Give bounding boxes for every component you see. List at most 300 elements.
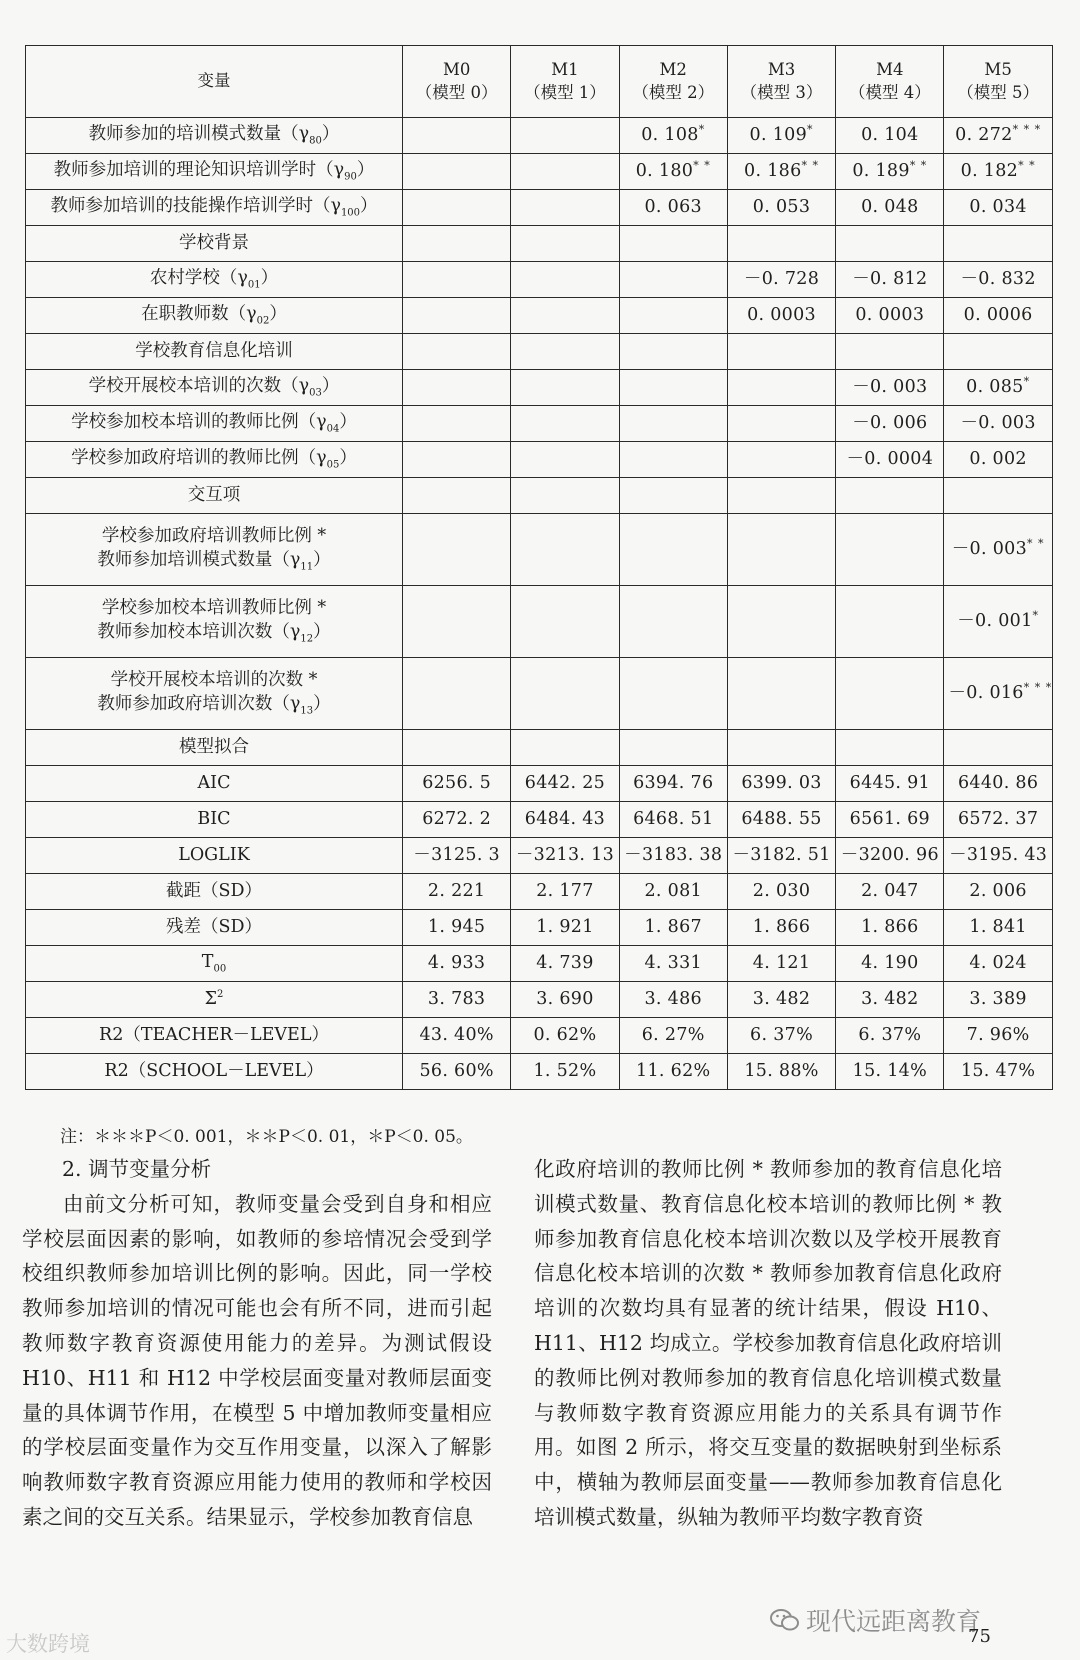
cell-value: 0. 0006 [963,304,1033,325]
cell-value: 0. 048 [861,196,919,217]
significance-stars: * [807,123,814,137]
table-cell [619,730,727,766]
table-cell [619,586,727,658]
row-label: 模型拟合 [26,730,403,766]
table-cell [511,982,619,1018]
table-cell [944,478,1052,514]
row-label-text: T [201,952,214,972]
row-label-text: 教师参加的培训模式数量（ [88,124,299,144]
header-model-m4: M4 （模型 4） [836,46,944,118]
table-cell [619,658,727,730]
table-cell [619,1054,727,1090]
table-cell [511,154,619,190]
row-label-tail: ） [360,196,378,216]
table-row [26,298,1053,334]
row-label-tail: ） [313,549,331,570]
row-label-tail: ） [313,621,331,642]
table-cell [944,190,1052,226]
table-cell [511,802,619,838]
row-label [26,118,403,154]
symbol-subscript: 04 [326,423,340,435]
cell-value: 0. 62% [533,1024,597,1045]
table-cell [403,298,511,334]
table-cell [727,766,835,802]
table-row [26,442,1053,478]
symbol-subscript: 12 [300,633,314,645]
table-row [26,262,1053,298]
table-cell [403,910,511,946]
cell-value: 4. 121 [752,952,811,973]
row-label-tail: ） [321,124,340,144]
table-cell [727,730,835,766]
table-cell [403,226,511,262]
row-label-tail: ） [339,448,357,468]
page-number: 75 [968,1626,991,1647]
body-column-right [534,1152,1002,1535]
significance-stars: * * [1018,159,1036,173]
cell-value: 1. 866 [752,916,811,937]
cell-value: 0. 189 [852,161,910,182]
row-label [26,406,403,442]
cell-value: 0. 0003 [747,304,816,325]
cell-value: －3195. 43 [949,844,1048,865]
cell-value: 3. 389 [969,988,1027,1009]
table-cell [836,334,944,370]
significance-stars: * * * [1012,123,1042,137]
row-label-line2 [30,549,398,574]
table-cell [944,370,1052,406]
table-cell [836,586,944,658]
table-cell [511,442,619,478]
row-label-text: BIC [197,808,231,829]
row-label-text: 学校参加政府培训的教师比例（ [71,448,317,468]
gamma-symbol: γ [298,124,310,144]
symbol-subscript: 13 [300,705,314,717]
cell-value: 4. 024 [969,952,1027,973]
table-row [26,190,1053,226]
table-cell [727,118,835,154]
cell-value: 6. 27% [641,1024,705,1045]
table-cell [403,406,511,442]
table-cell [727,442,835,478]
cell-value: 4. 739 [536,952,594,973]
row-label [26,910,403,946]
table-cell [511,1054,619,1090]
table-cell [511,118,619,154]
cell-value: －0. 016 [948,683,1024,704]
table-row [26,154,1053,190]
table-cell [727,334,835,370]
cell-value: 3. 690 [536,988,594,1009]
table-cell [511,730,619,766]
header-model-m1: M1 （模型 1） [511,46,619,118]
table-cell [944,946,1052,982]
table-cell [619,334,727,370]
cell-value: 3. 783 [427,988,486,1009]
interaction-row [26,586,1053,658]
table-cell [511,910,619,946]
gamma-symbol: γ [330,196,341,216]
fit-row [26,838,1053,874]
table-cell [403,118,511,154]
table-cell [727,946,835,982]
table-cell [619,478,727,514]
table-cell [511,586,619,658]
row-label [26,874,403,910]
cell-value: 2. 006 [969,880,1027,901]
gamma-symbol: γ [316,412,327,432]
cell-value: 1. 945 [427,916,486,937]
row-label [26,370,403,406]
wechat-icon [770,1608,800,1632]
table-cell [836,226,944,262]
header-variable: 变量 [26,46,403,118]
symbol-subscript: 03 [309,387,322,399]
row-label [26,334,403,370]
cell-value: 6394. 76 [633,772,714,793]
body-column-left [22,1152,492,1535]
table-cell [836,190,944,226]
table-cell [836,370,944,406]
cell-value: 6445. 91 [849,772,930,793]
table-cell [619,226,727,262]
interaction-row [26,658,1053,730]
table-cell [727,658,835,730]
table-row [26,118,1053,154]
table-cell [403,658,511,730]
table-cell [619,370,727,406]
table-cell [403,1054,511,1090]
table-cell [619,874,727,910]
section-row [26,334,1053,370]
row-label-line2 [30,693,398,718]
table-cell [403,838,511,874]
symbol-subscript: 05 [326,459,340,471]
cell-value: 0. 272 [955,125,1013,146]
row-label [26,154,403,190]
cell-value: 6. 37% [750,1024,814,1045]
table-cell [836,514,944,586]
table-cell [511,334,619,370]
gamma-symbol: γ [289,693,301,714]
table-cell [944,298,1052,334]
table-cell [619,298,727,334]
table-cell [511,226,619,262]
cell-value: 0. 180 [635,161,694,182]
header-model-m0: M0 （模型 0） [403,46,511,118]
symbol-subscript: 11 [300,561,314,573]
table-cell [944,1054,1052,1090]
row-label-text: 在职教师数（ [141,304,247,324]
row-label [26,658,403,730]
table-cell [511,406,619,442]
row-label [26,226,403,262]
row-label [26,442,403,478]
table-cell [727,478,835,514]
cell-value: 6272. 2 [422,808,492,829]
row-label-text: 学校参加校本培训的教师比例（ [71,412,317,432]
cell-value: －3183. 38 [624,844,723,865]
row-label-text: 交互项 [187,484,241,505]
section-row [26,478,1053,514]
table-cell [944,766,1052,802]
table-cell [727,586,835,658]
cell-value: －0. 003 [960,412,1036,433]
table-cell [944,406,1052,442]
row-label-tail: ） [321,376,340,396]
table-cell [944,226,1052,262]
table-cell [836,478,944,514]
cell-value: 0. 053 [752,196,811,217]
table-cell [403,370,511,406]
row-label-text: R2（SCHOOL－LEVEL） [104,1060,324,1081]
symbol-subscript: 100 [340,207,361,219]
gamma-symbol: γ [237,268,248,288]
label-subscript: 00 [213,963,227,975]
cell-value: 6440. 86 [957,772,1039,793]
table-cell [836,910,944,946]
table-cell [944,154,1052,190]
table-cell [727,802,835,838]
row-label-tail: ） [269,304,287,324]
fit-row [26,1018,1053,1054]
table-cell [403,874,511,910]
gamma-symbol: γ [289,549,301,570]
cell-value: 1. 52% [533,1060,597,1081]
table-cell [944,334,1052,370]
watermark-right-text: 现代远距离教育 [806,1607,982,1636]
cell-value: 15. 88% [744,1060,819,1081]
cell-value: 6488. 55 [741,808,822,829]
body-paragraph: 化政府培训的教师比例 * 教师参加的教育信息化培训模式数量、教育信息化校本培训的教师比例 * 教师参加教育信息化校本培训次数以及学校开展教育信息化校本培训的次数 * 教师参加教育信息化政府培训的次数均具有显著的统计结果，假设 H10、H11、H12 均成立。学校参加教育信息化政府培训的教师比例对教师参加的教育信息化培训模式数量与教师数字教育资源应用能力的关系具有调节作用。如图 2 所示，将交互变量的数据映射到坐标系中，横轴为教师层面变量——教师参加教育信息化培训模式数量，纵轴为教师平均数字教育资 [534,1157,1002,1529]
row-label-line1: 学校参加校本培训教师比例 * [101,598,327,619]
label-superscript: 2 [217,988,224,1000]
fit-row [26,982,1053,1018]
cell-value: －0. 003 [951,539,1028,560]
section-row [26,730,1053,766]
cell-value: 3. 482 [861,988,919,1009]
cell-value: －3213. 13 [515,844,615,865]
gamma-symbol: γ [333,160,345,180]
cell-value: 6256. 5 [422,772,492,793]
cell-value: 11. 62% [636,1060,711,1081]
cell-value: －0. 728 [743,268,820,289]
table-cell [727,298,835,334]
symbol-subscript: 01 [247,279,261,291]
row-label-line1: 学校参加政府培训教师比例 * [101,526,327,547]
table-cell [619,514,727,586]
fit-row [26,910,1053,946]
row-label [26,802,403,838]
cell-value: 0. 109 [749,125,808,146]
row-label [26,946,403,982]
section-heading: 2. 调节变量分析 [62,1157,212,1181]
table-header-row [26,46,1053,118]
table-row [26,370,1053,406]
fit-row [26,946,1053,982]
table-cell [836,262,944,298]
table-cell [619,442,727,478]
row-label [26,766,403,802]
table-cell [403,946,511,982]
table-cell [944,262,1052,298]
cell-value: －0. 006 [852,412,928,433]
row-label [26,838,403,874]
row-label-text: AIC [197,772,231,793]
cell-value: 7. 96% [966,1024,1030,1045]
cell-value: 6399. 03 [741,772,822,793]
table-cell [403,190,511,226]
cell-value: 0. 085 [966,377,1024,398]
table-cell [511,838,619,874]
cell-value: 2. 177 [536,880,594,901]
row-label [26,586,403,658]
table-cell [511,946,619,982]
cell-value: 0. 034 [969,196,1027,217]
cell-value: 1. 841 [969,916,1027,937]
cell-value: 0. 186 [744,161,802,182]
table-cell [511,190,619,226]
header-model-m3: M3 （模型 3） [727,46,835,118]
row-label-tail: ） [339,412,357,432]
row-label-text: Σ [204,988,217,1009]
cell-value: 0. 002 [969,448,1027,469]
cell-value: 2. 030 [752,880,811,901]
table-cell [836,982,944,1018]
row-label-text: 教师参加培训的技能操作培训学时（ [50,196,331,216]
header-model-m2: M2 （模型 2） [619,46,727,118]
body-paragraph: 由前文分析可知，教师变量会受到自身和相应学校层面因素的影响，如教师的参培情况会受到学校组织教师参加培训比例的影响。因此，同一学校教师参加培训的情况可能也会有所不同，进而引起教师数字教育资源使用能力的差异。为测试假设 H10、H11 和 H12 中学校层面变量对教师层面变量的具体调节作用，在模型 5 中增加教师变量相应的学校层面变量作为交互作用变量，以深入了解影响教师数字教育资源应用能力使用的教师和学校因素之间的交互关系。结果显示，学校参加教育信息 [22,1191,492,1529]
section-row [26,226,1053,262]
cell-value: 15. 14% [852,1060,928,1081]
cell-value: －3200. 96 [840,844,939,865]
cell-value: 2. 081 [644,880,702,901]
table-cell [944,514,1052,586]
cell-value: 6484. 43 [524,808,606,829]
row-label-line2 [30,621,398,646]
cell-value: －0. 832 [960,268,1036,289]
table-cell [403,586,511,658]
symbol-subscript: 80 [309,135,322,147]
table-cell [836,838,944,874]
row-label-text: 教师参加培训模式数量（ [97,549,290,570]
cell-value: －3182. 51 [732,844,831,865]
row-label-text: 农村学校（ [149,268,238,288]
cell-value: 43. 40% [419,1024,494,1045]
watermark-left: 大数跨境 [6,1632,90,1656]
table-cell [944,982,1052,1018]
table-cell [619,982,727,1018]
table-cell [944,730,1052,766]
row-label [26,262,403,298]
table-cell [727,874,835,910]
table-cell [836,730,944,766]
row-label-text: 学校开展校本培训的次数（ [88,376,299,396]
fit-row [26,766,1053,802]
cell-value: 6. 37% [858,1024,922,1045]
row-label [26,1018,403,1054]
table-cell [944,838,1052,874]
cell-value: 0. 182 [960,161,1019,182]
row-label-text: LOGLIK [178,844,250,865]
header-model-m5: M5 （模型 5） [944,46,1052,118]
table-cell [727,226,835,262]
cell-value: 0. 063 [644,196,702,217]
table-cell [403,262,511,298]
table-cell [836,154,944,190]
cell-value: 15. 47% [960,1060,1036,1081]
table-cell [619,946,727,982]
gamma-symbol: γ [289,621,301,642]
row-label [26,1054,403,1090]
table-cell [403,982,511,1018]
cell-value: 6572. 37 [957,808,1039,829]
row-label [26,982,403,1018]
row-label-text: 教师参加校本培训次数（ [97,621,290,642]
table-cell [619,190,727,226]
table-cell [511,514,619,586]
table-cell [944,586,1052,658]
cell-value: －3125. 3 [413,844,500,865]
row-label-text: 学校教育信息化培训 [135,340,293,361]
table-cell [511,370,619,406]
table-cell [836,298,944,334]
symbol-subscript: 90 [344,171,357,183]
cell-value: 6468. 51 [633,808,714,829]
table-cell [511,658,619,730]
table-cell [836,946,944,982]
cell-value: 0. 104 [861,124,919,145]
table-note: 注：＊＊＊P＜0. 001，＊＊P＜0. 01，＊P＜0. 05。 [60,1127,473,1147]
table-cell [619,910,727,946]
row-label-text: 教师参加培训的理论知识培训学时（ [53,160,334,180]
fit-row [26,1054,1053,1090]
table-cell [619,118,727,154]
row-label-text: 残差（SD） [165,916,263,937]
cell-value: 6442. 25 [524,772,606,793]
row-label-tail: ） [260,268,279,288]
cell-value: 56. 60% [419,1060,494,1081]
table-cell [403,334,511,370]
row-label [26,298,403,334]
cell-value: 1. 921 [536,916,594,937]
table-cell [836,406,944,442]
row-label-text: 截距（SD） [165,880,263,901]
gamma-symbol: γ [246,304,257,324]
regression-table [25,45,1053,1090]
interaction-row [26,514,1053,586]
cell-value: －0. 812 [852,268,928,289]
table-cell [944,874,1052,910]
significance-stars: * * [801,159,820,173]
table-cell [727,514,835,586]
table-cell [619,154,727,190]
table-cell [403,730,511,766]
table-cell [403,514,511,586]
table-cell [511,1018,619,1054]
table-cell [836,1054,944,1090]
cell-value: 0. 108 [641,125,699,146]
table-cell [511,298,619,334]
table-cell [403,1018,511,1054]
table-cell [511,766,619,802]
table-cell [511,874,619,910]
table-cell [727,910,835,946]
cell-value: 3. 486 [644,988,702,1009]
significance-stars: * * [693,159,711,173]
row-label-tail: ） [356,160,375,180]
row-label-text: 学校背景 [179,232,249,253]
